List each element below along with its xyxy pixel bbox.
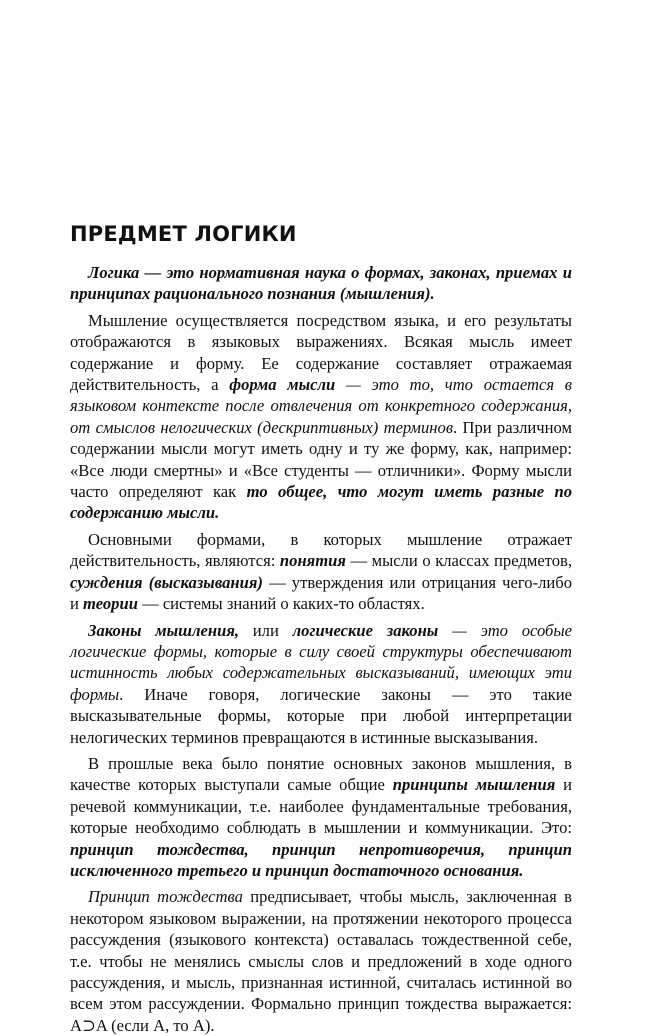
- text-run: или: [239, 620, 293, 640]
- text-run: В прошлые века было понятие основных законов мышления, в качестве которых выступали самые общие: [70, 753, 572, 795]
- term-thought-form: форма мысли: [229, 375, 336, 395]
- italic-run: — это то, что остается в языковом контексте после отвлечения от конкретного содержания, от смыслов нелогических (дескриптивных) терминов: [70, 375, 573, 437]
- text-run: и речевой коммуникации, т.е. наиболее фундаментальные требования, которые необходимо соблюдать в мышлении и коммуникации. Это:: [70, 775, 572, 838]
- text-run: . При различном содержании мысли могут иметь одну и ту же форму, как, например: «Все люди смертны» и «Все студенты — отличники». Форму мысли часто определяют как: [70, 417, 572, 502]
- paragraph-main-forms: [70, 529, 572, 615]
- section-heading: ПРЕДМЕТ ЛОГИКИ: [70, 222, 297, 246]
- term-identity-principle: Принцип тождества: [88, 887, 243, 907]
- emphasis-run: то общее, что могут иметь разные по содержанию мысли.: [70, 482, 572, 523]
- text-run: Мышление осуществляется посредством языка, и его результаты отображаются в языковых выражениях. Всякая мысль имеет содержание и форму. Ее содержание составляет отражаемая действительность, а: [70, 310, 572, 395]
- section-body: [70, 262, 572, 1036]
- term-principles: принципы мышления: [392, 775, 556, 795]
- text-run: . Иначе говоря, логические законы — это такие высказывательные формы, которые при любой интерпретации нелогических терминов превращаются в истинные высказывания.: [70, 684, 572, 747]
- principles-list: принцип тождества, принцип непротиворечия, принцип исключенного третьего и принцип достаточного основания.: [70, 839, 572, 880]
- text-run: — мысли о классах предметов,: [345, 551, 572, 571]
- term-logical-laws: логические законы: [292, 620, 439, 640]
- term-laws-of-thought: Законы мышления,: [88, 620, 240, 640]
- text-run: — системы знаний о каких-то областях.: [137, 594, 425, 614]
- italic-run: — это особые логические формы, которые в силу своей структуры обеспечивают истинность любых содержательных высказываний, имеющих эти формы: [70, 620, 573, 704]
- term-theories: теории: [83, 594, 138, 614]
- text-run: Основными формами, в которых мышление отражает действительность, являются:: [70, 529, 572, 571]
- term-concepts: понятия: [279, 551, 346, 571]
- text-run: предписывает, чтобы мысль, заключенная в некотором языковом выражении, на протяжении некоторого процесса рассуждения (языкового контекста) оставалась тождественной себе, т.е. чтобы не менялись смыслы слов и предложений в ходе одного рассуждения, и мысль, признанная истинной, считалась истинной во всем этом рассуждении. Формально принцип тождества выражается: A⊃A (если A, то A).: [70, 887, 572, 1035]
- paragraph-laws: [70, 620, 572, 748]
- logic-definition: Логика — это нормативная наука о формах, законах, приемах и принципах рационального познания (мышления).: [70, 263, 572, 304]
- paragraph-thought-form: [70, 310, 572, 524]
- text-run: — утверждения или отрицания чего-либо и: [70, 572, 572, 614]
- paragraph-principles: [70, 753, 572, 881]
- paragraph-definition: [70, 262, 572, 305]
- term-judgements: суждения (высказывания): [70, 572, 263, 592]
- paragraph-identity: [70, 886, 572, 1036]
